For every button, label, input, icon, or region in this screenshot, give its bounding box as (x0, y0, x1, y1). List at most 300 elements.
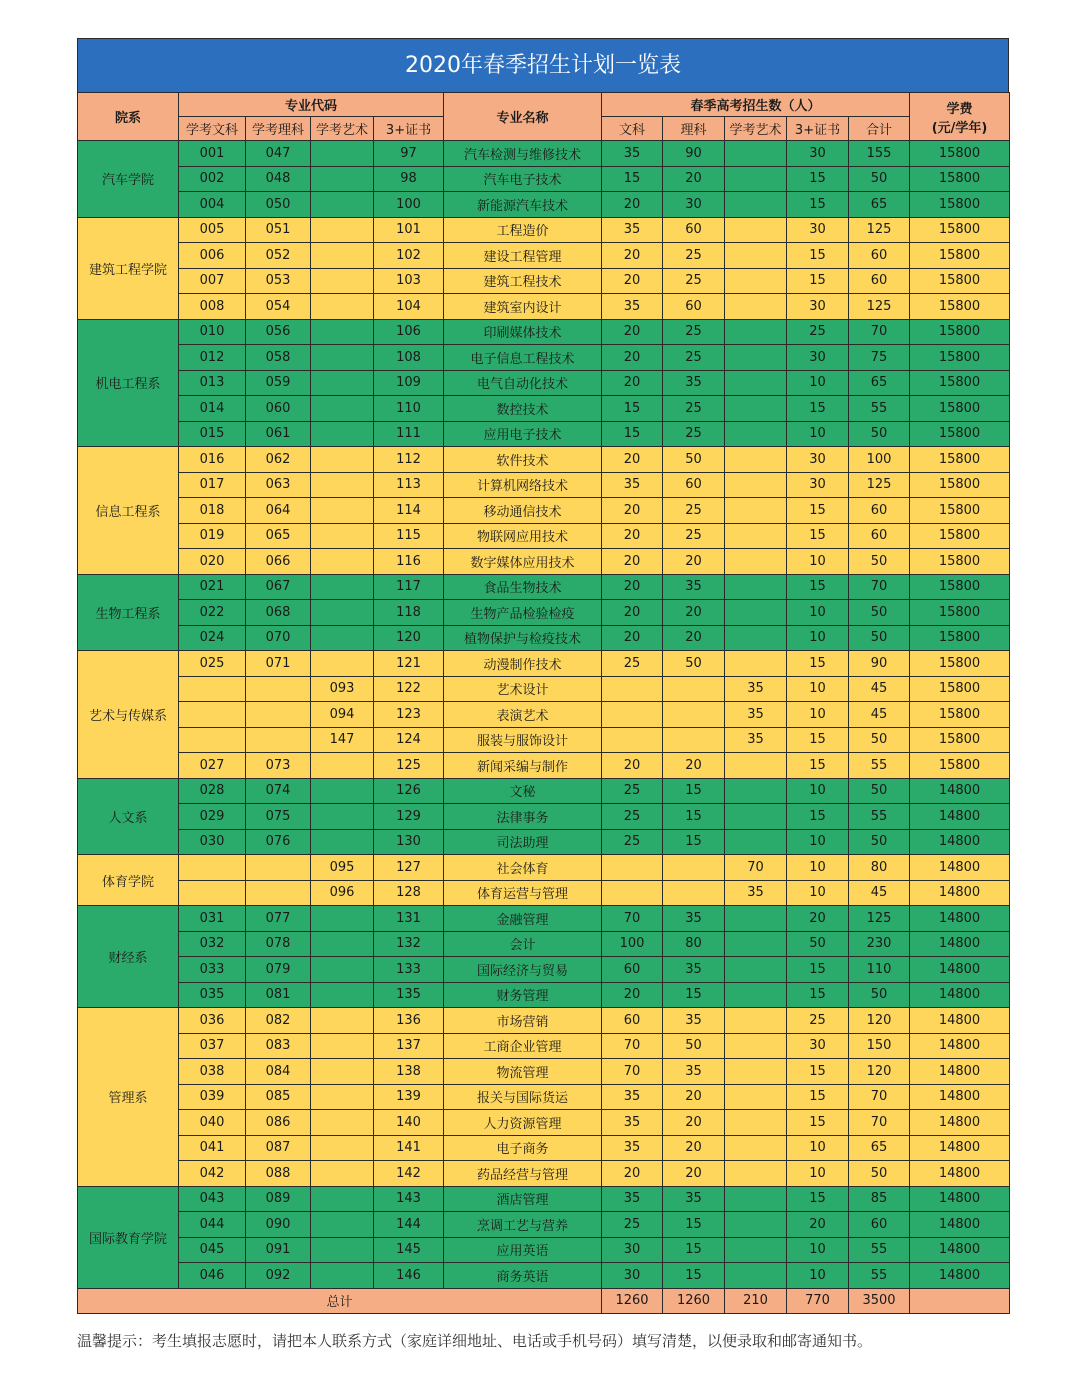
code-science: 061 (246, 421, 311, 447)
count-science: 15 (663, 778, 725, 804)
count-total: 45 (849, 702, 910, 728)
count-science (663, 727, 725, 753)
count-science: 35 (663, 1059, 725, 1085)
count-art (725, 523, 787, 549)
code-cert: 144 (374, 1212, 444, 1238)
code-cert: 111 (374, 421, 444, 447)
count-total: 55 (849, 804, 910, 830)
tuition: 15800 (910, 447, 1010, 473)
count-cert: 15 (787, 523, 849, 549)
table-row (78, 702, 1010, 728)
table-row (78, 931, 1010, 957)
table-row (78, 982, 1010, 1008)
code-science: 063 (246, 472, 311, 498)
count-total: 50 (849, 727, 910, 753)
table-row (78, 957, 1010, 983)
code-cert: 97 (374, 141, 444, 167)
code-art (311, 447, 374, 473)
count-science (663, 676, 725, 702)
table-row (78, 192, 1010, 218)
count-liberal (602, 855, 663, 881)
count-art (725, 982, 787, 1008)
tuition: 15800 (910, 753, 1010, 779)
count-science: 60 (663, 294, 725, 320)
code-cert: 140 (374, 1110, 444, 1136)
major-name: 数字媒体应用技术 (444, 549, 602, 575)
count-science: 25 (663, 421, 725, 447)
count-cert: 25 (787, 1008, 849, 1034)
count-science: 15 (663, 1212, 725, 1238)
tuition: 15800 (910, 676, 1010, 702)
count-cert: 30 (787, 447, 849, 473)
code-science: 065 (246, 523, 311, 549)
code-liberal: 017 (179, 472, 246, 498)
count-art (725, 447, 787, 473)
count-total: 125 (849, 294, 910, 320)
count-cert: 10 (787, 880, 849, 906)
count-liberal: 30 (602, 1263, 663, 1289)
count-liberal: 15 (602, 166, 663, 192)
code-science: 092 (246, 1263, 311, 1289)
code-cert: 108 (374, 345, 444, 371)
tuition: 15800 (910, 651, 1010, 677)
code-art (311, 778, 374, 804)
tuition: 15800 (910, 141, 1010, 167)
table-row (78, 1008, 1010, 1034)
count-liberal: 20 (602, 523, 663, 549)
count-total: 100 (849, 447, 910, 473)
table-row (78, 778, 1010, 804)
col-header-major: 专业名称 (444, 93, 602, 141)
enrollment-plan-sheet (77, 38, 1009, 1314)
code-liberal: 028 (179, 778, 246, 804)
tuition: 15800 (910, 625, 1010, 651)
count-science: 20 (663, 753, 725, 779)
count-liberal: 70 (602, 1059, 663, 1085)
code-cert: 104 (374, 294, 444, 320)
code-art (311, 1110, 374, 1136)
code-liberal: 033 (179, 957, 246, 983)
major-name: 电子商务 (444, 1135, 602, 1161)
col-header-code-cert: 3+证书 (374, 117, 444, 141)
table-row (78, 829, 1010, 855)
count-total: 75 (849, 345, 910, 371)
count-art (725, 1084, 787, 1110)
code-art (311, 1237, 374, 1263)
total-fee (910, 1288, 1010, 1313)
dept-name: 汽车学院 (78, 141, 179, 218)
count-art (725, 574, 787, 600)
tuition: 15800 (910, 702, 1010, 728)
code-science: 084 (246, 1059, 311, 1085)
count-total: 60 (849, 243, 910, 269)
count-liberal: 20 (602, 345, 663, 371)
count-cert: 15 (787, 804, 849, 830)
code-science: 074 (246, 778, 311, 804)
code-art (311, 345, 374, 371)
tuition: 15800 (910, 345, 1010, 371)
code-liberal: 001 (179, 141, 246, 167)
code-science: 083 (246, 1033, 311, 1059)
count-liberal: 25 (602, 829, 663, 855)
tuition: 15800 (910, 600, 1010, 626)
code-liberal: 019 (179, 523, 246, 549)
count-cert: 10 (787, 1237, 849, 1263)
code-cert: 127 (374, 855, 444, 881)
count-art: 35 (725, 727, 787, 753)
count-science: 35 (663, 957, 725, 983)
count-cert: 10 (787, 1161, 849, 1187)
count-science: 20 (663, 1135, 725, 1161)
count-science: 20 (663, 1084, 725, 1110)
count-art (725, 345, 787, 371)
count-art (725, 319, 787, 345)
count-cert: 30 (787, 345, 849, 371)
col-header-fee (910, 93, 1010, 141)
code-science (246, 855, 311, 881)
code-cert: 109 (374, 370, 444, 396)
table-row (78, 1237, 1010, 1263)
table-row (78, 370, 1010, 396)
count-science: 60 (663, 217, 725, 243)
table-row (78, 727, 1010, 753)
tuition: 15800 (910, 396, 1010, 422)
major-name: 文秘 (444, 778, 602, 804)
major-name: 市场营销 (444, 1008, 602, 1034)
code-science: 053 (246, 268, 311, 294)
code-cert: 124 (374, 727, 444, 753)
code-cert: 136 (374, 1008, 444, 1034)
code-liberal: 031 (179, 906, 246, 932)
tuition: 15800 (910, 498, 1010, 524)
count-art (725, 1059, 787, 1085)
count-cert: 15 (787, 574, 849, 600)
major-name: 财务管理 (444, 982, 602, 1008)
code-liberal (179, 727, 246, 753)
code-liberal: 010 (179, 319, 246, 345)
dept-name: 财经系 (78, 906, 179, 1008)
count-science: 15 (663, 804, 725, 830)
tuition: 14800 (910, 1008, 1010, 1034)
count-total: 60 (849, 523, 910, 549)
code-cert: 132 (374, 931, 444, 957)
code-science: 056 (246, 319, 311, 345)
code-liberal: 046 (179, 1263, 246, 1289)
col-header-count-group: 春季高考招生数（人） (602, 93, 910, 117)
code-art (311, 625, 374, 651)
tuition: 15800 (910, 217, 1010, 243)
code-art (311, 982, 374, 1008)
major-name: 体育运营与管理 (444, 880, 602, 906)
count-cert: 20 (787, 1212, 849, 1238)
count-art (725, 829, 787, 855)
count-liberal: 60 (602, 957, 663, 983)
code-science: 048 (246, 166, 311, 192)
code-science: 059 (246, 370, 311, 396)
code-cert: 146 (374, 1263, 444, 1289)
count-cert: 15 (787, 1110, 849, 1136)
count-science: 30 (663, 192, 725, 218)
count-science: 35 (663, 574, 725, 600)
count-science: 25 (663, 345, 725, 371)
code-cert: 112 (374, 447, 444, 473)
count-art: 70 (725, 855, 787, 881)
code-liberal: 040 (179, 1110, 246, 1136)
count-total: 50 (849, 625, 910, 651)
major-name: 软件技术 (444, 447, 602, 473)
code-cert: 125 (374, 753, 444, 779)
count-art (725, 1161, 787, 1187)
code-science: 071 (246, 651, 311, 677)
count-liberal: 20 (602, 1161, 663, 1187)
tuition: 14800 (910, 1033, 1010, 1059)
code-cert: 102 (374, 243, 444, 269)
table-row (78, 1212, 1010, 1238)
count-total: 50 (849, 166, 910, 192)
count-art (725, 421, 787, 447)
code-science: 058 (246, 345, 311, 371)
count-art (725, 217, 787, 243)
count-art (725, 1237, 787, 1263)
count-liberal: 60 (602, 1008, 663, 1034)
count-total: 65 (849, 192, 910, 218)
count-liberal: 20 (602, 243, 663, 269)
count-science: 60 (663, 472, 725, 498)
code-liberal (179, 676, 246, 702)
total-sum: 3500 (849, 1288, 910, 1313)
code-science: 067 (246, 574, 311, 600)
code-art (311, 141, 374, 167)
count-liberal: 20 (602, 600, 663, 626)
table-row (78, 1084, 1010, 1110)
count-science: 15 (663, 1237, 725, 1263)
fee-header-line2: (元/学年) (931, 120, 988, 136)
major-name: 电子信息工程技术 (444, 345, 602, 371)
code-science (246, 727, 311, 753)
count-art (725, 498, 787, 524)
major-name: 国际经济与贸易 (444, 957, 602, 983)
tuition: 15800 (910, 192, 1010, 218)
code-cert: 117 (374, 574, 444, 600)
fee-header-line1: 学费 (946, 101, 973, 117)
count-cert: 10 (787, 421, 849, 447)
code-liberal: 045 (179, 1237, 246, 1263)
tuition: 14800 (910, 829, 1010, 855)
count-science: 35 (663, 1186, 725, 1212)
table-row (78, 804, 1010, 830)
tuition: 15800 (910, 574, 1010, 600)
col-header-dept: 院系 (78, 93, 179, 141)
col-header-count-liberal: 文科 (602, 117, 663, 141)
major-name: 物流管理 (444, 1059, 602, 1085)
major-name: 应用英语 (444, 1237, 602, 1263)
code-liberal: 025 (179, 651, 246, 677)
count-art (725, 472, 787, 498)
code-art (311, 217, 374, 243)
tuition: 15800 (910, 549, 1010, 575)
total-art: 210 (725, 1288, 787, 1313)
tuition: 14800 (910, 804, 1010, 830)
count-liberal: 20 (602, 549, 663, 575)
count-science: 20 (663, 625, 725, 651)
code-science: 079 (246, 957, 311, 983)
code-art: 147 (311, 727, 374, 753)
count-art: 35 (725, 702, 787, 728)
table-row (78, 319, 1010, 345)
table-row (78, 1263, 1010, 1289)
table-body (78, 141, 1010, 1289)
code-science: 064 (246, 498, 311, 524)
count-total: 55 (849, 753, 910, 779)
count-liberal (602, 880, 663, 906)
major-name: 移动通信技术 (444, 498, 602, 524)
code-art (311, 1135, 374, 1161)
count-cert: 10 (787, 676, 849, 702)
code-liberal: 006 (179, 243, 246, 269)
code-art (311, 192, 374, 218)
code-cert: 113 (374, 472, 444, 498)
count-liberal: 35 (602, 1135, 663, 1161)
count-liberal (602, 702, 663, 728)
code-liberal: 014 (179, 396, 246, 422)
count-science: 35 (663, 1008, 725, 1034)
code-art: 093 (311, 676, 374, 702)
count-total: 125 (849, 217, 910, 243)
count-science: 15 (663, 829, 725, 855)
table-row (78, 549, 1010, 575)
count-science: 20 (663, 549, 725, 575)
count-total: 120 (849, 1059, 910, 1085)
total-label: 总计 (78, 1288, 602, 1313)
code-cert: 103 (374, 268, 444, 294)
table-row (78, 651, 1010, 677)
count-art (725, 753, 787, 779)
major-name: 工商企业管理 (444, 1033, 602, 1059)
count-total: 55 (849, 396, 910, 422)
major-name: 艺术设计 (444, 676, 602, 702)
table-row (78, 676, 1010, 702)
count-total: 50 (849, 421, 910, 447)
major-name: 人力资源管理 (444, 1110, 602, 1136)
count-total: 60 (849, 268, 910, 294)
count-cert: 10 (787, 370, 849, 396)
count-total: 55 (849, 1237, 910, 1263)
code-liberal: 037 (179, 1033, 246, 1059)
code-liberal: 008 (179, 294, 246, 320)
tuition: 14800 (910, 1110, 1010, 1136)
code-art (311, 498, 374, 524)
table-row (78, 523, 1010, 549)
code-liberal: 038 (179, 1059, 246, 1085)
count-art (725, 370, 787, 396)
major-name: 报关与国际货运 (444, 1084, 602, 1110)
major-name: 数控技术 (444, 396, 602, 422)
table-row (78, 1161, 1010, 1187)
tuition: 14800 (910, 1212, 1010, 1238)
count-liberal: 15 (602, 421, 663, 447)
count-art: 35 (725, 880, 787, 906)
code-liberal (179, 702, 246, 728)
table-row (78, 1059, 1010, 1085)
count-science: 50 (663, 1033, 725, 1059)
count-art (725, 268, 787, 294)
col-header-code-art: 学考艺术 (311, 117, 374, 141)
count-total: 45 (849, 676, 910, 702)
count-science: 20 (663, 1110, 725, 1136)
table-row (78, 421, 1010, 447)
count-liberal: 25 (602, 1212, 663, 1238)
code-science: 085 (246, 1084, 311, 1110)
count-liberal: 35 (602, 217, 663, 243)
count-liberal: 25 (602, 651, 663, 677)
major-name: 表演艺术 (444, 702, 602, 728)
col-header-code-liberal: 学考文科 (179, 117, 246, 141)
code-cert: 110 (374, 396, 444, 422)
count-cert: 10 (787, 625, 849, 651)
count-cert: 30 (787, 294, 849, 320)
table-row (78, 625, 1010, 651)
count-science: 80 (663, 931, 725, 957)
col-header-count-total: 合计 (849, 117, 910, 141)
code-science: 091 (246, 1237, 311, 1263)
table-row (78, 1186, 1010, 1212)
code-liberal: 029 (179, 804, 246, 830)
count-cert: 10 (787, 549, 849, 575)
table-row (78, 472, 1010, 498)
dept-name: 管理系 (78, 1008, 179, 1187)
code-art (311, 957, 374, 983)
code-cert: 141 (374, 1135, 444, 1161)
count-total: 65 (849, 370, 910, 396)
code-art (311, 1263, 374, 1289)
count-cert: 10 (787, 829, 849, 855)
code-cert: 130 (374, 829, 444, 855)
table-row (78, 447, 1010, 473)
count-total: 60 (849, 498, 910, 524)
count-total: 50 (849, 778, 910, 804)
dept-name: 建筑工程学院 (78, 217, 179, 319)
code-liberal: 030 (179, 829, 246, 855)
count-art (725, 651, 787, 677)
code-science: 073 (246, 753, 311, 779)
count-total: 80 (849, 855, 910, 881)
code-science (246, 880, 311, 906)
count-total: 90 (849, 651, 910, 677)
table-row (78, 396, 1010, 422)
code-liberal: 020 (179, 549, 246, 575)
code-liberal: 039 (179, 1084, 246, 1110)
major-name: 汽车检测与维修技术 (444, 141, 602, 167)
table-row (78, 1110, 1010, 1136)
count-liberal: 70 (602, 1033, 663, 1059)
code-liberal: 007 (179, 268, 246, 294)
tuition: 14800 (910, 1237, 1010, 1263)
tuition: 14800 (910, 1186, 1010, 1212)
tuition: 15800 (910, 166, 1010, 192)
count-art (725, 778, 787, 804)
count-liberal: 100 (602, 931, 663, 957)
count-total: 150 (849, 1033, 910, 1059)
code-science: 090 (246, 1212, 311, 1238)
code-art: 094 (311, 702, 374, 728)
major-name: 酒店管理 (444, 1186, 602, 1212)
count-liberal: 20 (602, 319, 663, 345)
tuition: 14800 (910, 778, 1010, 804)
code-art (311, 294, 374, 320)
code-cert: 101 (374, 217, 444, 243)
major-name: 法律事务 (444, 804, 602, 830)
code-liberal: 004 (179, 192, 246, 218)
